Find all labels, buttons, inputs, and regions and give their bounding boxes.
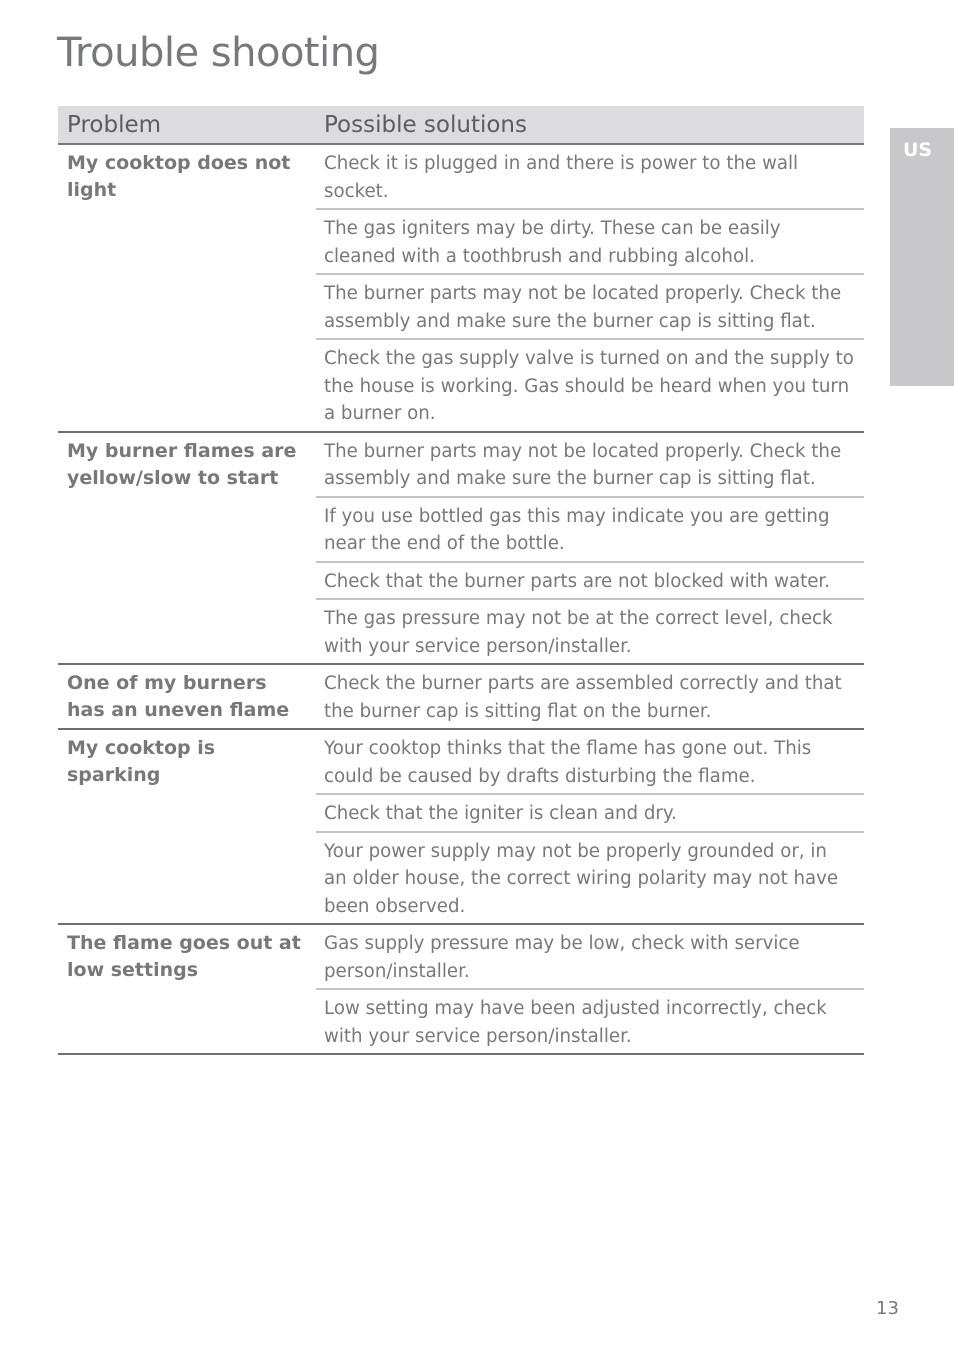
solution-item: Your power supply may not be properly grounded or, in an older house, the correct wiring polarity may not have been observed. (324, 840, 839, 917)
solution-item: Gas supply pressure may be low, check with service person/installer. (316, 925, 864, 990)
language-tab (890, 128, 954, 386)
solution-item: The gas igniters may be dirty. These can be easily cleaned with a toothbrush and rubbing alcohol. (316, 210, 864, 275)
solution-item: Your cooktop thinks that the flame has gone out. This could be caused by drafts disturbing the flame. (316, 730, 864, 795)
problem-cell: The flame goes out at low settings (67, 932, 301, 981)
header-problem: Problem (67, 112, 162, 138)
table-row (58, 433, 864, 666)
solution-item: The gas pressure may not be at the correct level, check with your service person/installer. (324, 608, 833, 657)
solution-item: Check it is plugged in and there is power to the wall socket. (316, 145, 864, 210)
solution-item: The burner parts may not be located properly. Check the assembly and make sure the burner cap is sitting flat. (316, 433, 864, 498)
solution-item: Check the burner parts are assembled correctly and that the burner cap is sitting flat on the burner. (324, 673, 842, 722)
solutions-cell (316, 730, 864, 923)
solutions-cell (316, 145, 864, 431)
solution-item: If you use bottled gas this may indicate you are getting near the end of the bottle. (316, 498, 864, 563)
page-number: 13 (876, 1298, 899, 1319)
table-row (58, 925, 864, 1055)
table-row (58, 145, 864, 433)
solutions-cell (316, 665, 864, 728)
problem-cell: My cooktop is sparking (67, 737, 216, 786)
problem-cell: My burner flames are yellow/slow to start (67, 439, 297, 489)
solution-item: Check that the burner parts are not blocked with water. (316, 563, 864, 601)
problem-cell: One of my burners has an uneven flame (67, 672, 290, 721)
solutions-cell (316, 925, 864, 1053)
header-solutions: Possible solutions (324, 112, 527, 138)
table-row (58, 665, 864, 730)
solution-item: The burner parts may not be located properly. Check the assembly and make sure the burner cap is sitting flat. (316, 275, 864, 340)
language-tab-label: US (903, 139, 933, 161)
table-row (58, 730, 864, 925)
table-header (58, 106, 864, 145)
solutions-cell (316, 433, 864, 664)
problem-cell: My cooktop does not light (67, 152, 291, 201)
troubleshooting-table (58, 106, 864, 1055)
solution-item: Low setting may have been adjusted incorrectly, check with your service person/installer. (324, 998, 827, 1047)
page-title: Trouble shooting (57, 30, 380, 76)
solution-item: Check that the igniter is clean and dry. (316, 795, 864, 833)
solution-item: Check the gas supply valve is turned on and the supply to the house is working. Gas should be heard when you turn a burner on. (324, 348, 854, 424)
